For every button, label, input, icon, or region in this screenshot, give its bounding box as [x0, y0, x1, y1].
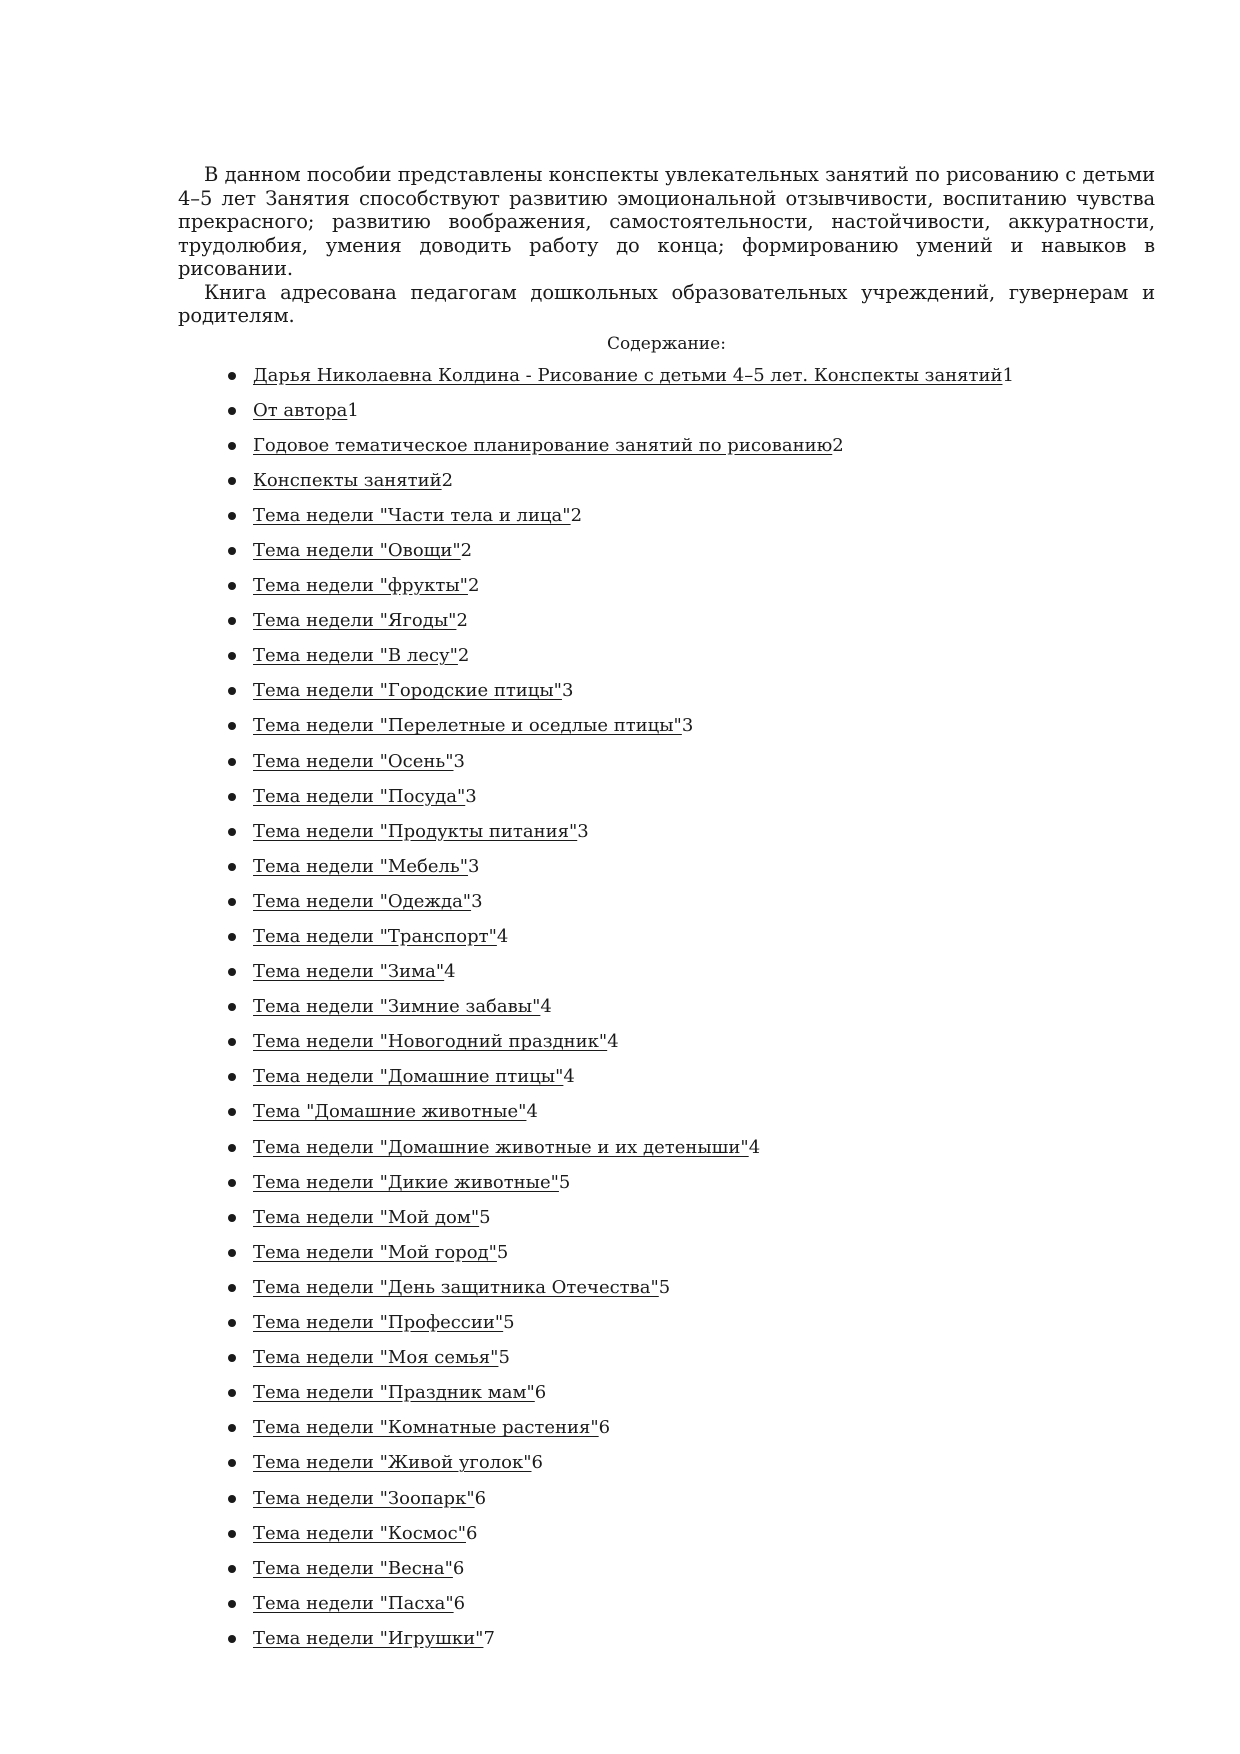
bullet-icon — [228, 1565, 236, 1573]
toc-link[interactable]: Тема недели "Дикие животные" — [253, 1171, 559, 1193]
toc-item — [226, 603, 1155, 638]
toc-item — [226, 568, 1155, 603]
toc-link[interactable]: Тема недели "День защитника Отечества" — [253, 1276, 659, 1298]
toc-page-number: 3 — [561, 680, 574, 702]
bullet-icon — [228, 1389, 236, 1397]
toc-link[interactable]: Тема "Домашние животные" — [253, 1101, 527, 1123]
toc-page-number: 2 — [460, 539, 473, 561]
toc-page-number: 6 — [453, 1592, 466, 1614]
bullet-icon — [228, 1179, 236, 1187]
toc-list — [178, 358, 1155, 1656]
intro-section — [178, 163, 1155, 328]
bullet-icon — [228, 617, 236, 625]
toc-link[interactable]: Тема недели "фрукты" — [253, 575, 468, 597]
toc-item — [226, 919, 1155, 954]
bullet-icon — [228, 477, 236, 485]
bullet-icon — [228, 1003, 236, 1011]
toc-page-number: 2 — [441, 469, 454, 491]
toc-link[interactable]: Тема недели "Мой город" — [253, 1241, 497, 1263]
toc-item — [226, 1516, 1155, 1551]
toc-page-number: 5 — [496, 1241, 509, 1263]
toc-item — [226, 814, 1155, 849]
toc-page-number: 2 — [456, 610, 468, 632]
toc-link[interactable]: Тема недели "Городские птицы" — [253, 680, 562, 702]
toc-item — [226, 1130, 1155, 1165]
toc-heading: Содержание: — [607, 333, 726, 354]
toc-link[interactable]: От автора — [253, 399, 348, 421]
toc-item — [226, 1586, 1155, 1621]
toc-page-number: 2 — [570, 504, 583, 526]
toc-page-number: 4 — [444, 961, 456, 983]
bullet-icon — [228, 1249, 236, 1257]
toc-page-number: 4 — [526, 1101, 538, 1123]
toc-item — [226, 744, 1155, 779]
toc-page-number: 6 — [598, 1417, 611, 1439]
bullet-icon — [228, 1459, 236, 1467]
bullet-icon — [228, 1495, 236, 1503]
toc-item — [226, 989, 1155, 1024]
toc-link[interactable]: Тема недели "Зоопарк" — [253, 1487, 475, 1509]
toc-item — [226, 1094, 1155, 1129]
bullet-icon — [228, 758, 236, 766]
toc-page-number: 4 — [748, 1136, 761, 1158]
toc-item — [226, 954, 1155, 989]
toc-link[interactable]: Тема недели "Мебель" — [253, 855, 469, 877]
toc-page-number: 2 — [457, 645, 470, 667]
toc-link[interactable]: Тема недели "Живой уголок" — [253, 1452, 532, 1474]
bullet-icon — [228, 828, 236, 836]
toc-link[interactable]: Тема недели "Моя семья" — [253, 1347, 499, 1369]
toc-page-number: 6 — [452, 1557, 465, 1579]
toc-link[interactable]: Дарья Николаевна Колдина - Рисование с детьми 4–5 лет. Конспекты занятий — [253, 364, 1003, 386]
toc-page-number: 7 — [483, 1627, 495, 1649]
bullet-icon — [228, 1038, 236, 1046]
toc-item — [226, 1270, 1155, 1305]
toc-link[interactable]: Тема недели "Игрушки" — [253, 1627, 484, 1649]
toc-link[interactable]: Тема недели "Ягоды" — [253, 610, 457, 632]
bullet-icon — [228, 898, 236, 906]
toc-page-number: 4 — [563, 1066, 575, 1088]
toc-page-number: 4 — [540, 996, 552, 1018]
bullet-icon — [228, 582, 236, 590]
toc-item — [226, 1445, 1155, 1480]
toc-page-number: 6 — [531, 1452, 543, 1474]
toc-item — [226, 638, 1155, 673]
bullet-icon — [228, 968, 236, 976]
toc-link[interactable]: Годовое тематическое планирование занятий по рисованию — [253, 434, 833, 456]
toc-page-number: 2 — [467, 575, 480, 597]
bullet-icon — [228, 863, 236, 871]
toc-link[interactable]: Тема недели "Продукты питания" — [253, 820, 578, 842]
bullet-icon — [228, 512, 236, 520]
bullet-icon — [228, 442, 236, 450]
bullet-icon — [228, 1144, 236, 1152]
toc-page-number: 3 — [471, 890, 483, 912]
toc-item — [226, 1305, 1155, 1340]
toc-page-number: 4 — [496, 926, 509, 947]
toc-page-number: 5 — [479, 1206, 491, 1228]
bullet-icon — [228, 687, 236, 695]
toc-page-number: 5 — [558, 1171, 571, 1193]
toc-link[interactable]: Тема недели "Транспорт" — [253, 926, 497, 947]
bullet-icon — [228, 793, 236, 801]
toc-item — [226, 428, 1155, 463]
toc-item — [226, 1375, 1155, 1410]
toc-item — [226, 884, 1155, 919]
toc-page-number: 6 — [474, 1487, 487, 1509]
bullet-icon — [228, 652, 236, 660]
toc-link[interactable]: Тема недели "Части тела и лица" — [253, 504, 571, 526]
toc-item — [226, 673, 1155, 708]
bullet-icon — [228, 1319, 236, 1327]
toc-link[interactable]: Тема недели "Осень" — [253, 750, 454, 772]
toc-link[interactable]: Тема недели "Праздник мам" — [253, 1382, 535, 1404]
bullet-icon — [228, 372, 236, 380]
bullet-icon — [228, 1108, 236, 1116]
toc-link[interactable]: Тема недели "Домашние птицы" — [253, 1066, 564, 1088]
toc-page-number: 3 — [468, 855, 480, 877]
toc-link[interactable]: Тема недели "Мой дом" — [253, 1206, 480, 1228]
toc-item — [226, 1200, 1155, 1235]
toc-item — [226, 1235, 1155, 1270]
toc-link[interactable]: Тема недели "Пасха" — [253, 1592, 454, 1614]
toc-link[interactable]: Тема недели "Домашние животные и их детеныши" — [253, 1136, 749, 1158]
bullet-icon — [228, 1284, 236, 1292]
toc-item — [226, 1165, 1155, 1200]
toc-link[interactable]: Тема недели "Профессии" — [253, 1312, 504, 1334]
toc-link[interactable]: Тема недели "Комнатные растения" — [253, 1417, 599, 1439]
toc-item — [226, 498, 1155, 533]
intro-paragraph-1: В данном пособии представлены конспекты увлекательных занятий по рисованию с детьми 4–5 лет Занятия способствуют развитию эмоциональной отзывчивости, воспитанию чувства прекрасного; развитию воображения, самостоятельности, настойчивости, аккуратности, трудолюбия, умения доводить работу до конца; формированию умений и навыков в рисовании. — [178, 163, 1155, 280]
toc-item — [226, 358, 1155, 393]
toc-page-number: 5 — [503, 1312, 515, 1334]
toc-item — [226, 779, 1155, 814]
toc-item — [226, 533, 1155, 568]
bullet-icon — [228, 1354, 236, 1362]
toc-link[interactable]: Тема недели "Зимние забавы" — [253, 996, 541, 1018]
toc-page-number: 1 — [347, 399, 359, 421]
toc-item — [226, 1621, 1155, 1656]
toc-item — [226, 1551, 1155, 1586]
toc-page-number: 2 — [832, 434, 844, 456]
toc-link[interactable]: Тема недели "Одежда" — [253, 890, 472, 912]
toc-item — [226, 1340, 1155, 1375]
toc-link[interactable]: Тема недели "Весна" — [253, 1557, 453, 1579]
toc-link[interactable]: Тема недели "Зима" — [253, 961, 445, 983]
bullet-icon — [228, 1214, 236, 1222]
toc-page-number: 1 — [1002, 364, 1014, 386]
bullet-icon — [228, 547, 236, 555]
toc-link[interactable]: Тема недели "Новогодний праздник" — [253, 1031, 608, 1053]
toc-page-number: 3 — [577, 820, 589, 842]
toc-page-number: 5 — [498, 1347, 510, 1369]
toc-link[interactable]: Тема недели "Перелетные и оседлые птицы" — [253, 715, 682, 737]
bullet-icon — [228, 1073, 236, 1081]
bullet-icon — [228, 933, 236, 941]
toc-page-number: 3 — [465, 785, 477, 807]
bullet-icon — [228, 1600, 236, 1608]
toc-link[interactable]: Тема недели "Посуда" — [253, 785, 466, 807]
toc-page-number: 5 — [658, 1276, 671, 1298]
bullet-icon — [228, 407, 236, 415]
bullet-icon — [228, 1530, 236, 1538]
toc-link[interactable]: Тема недели "Космос" — [253, 1522, 466, 1544]
toc-page-number: 6 — [534, 1382, 547, 1404]
toc-link[interactable]: Конспекты занятий — [253, 469, 442, 491]
toc-item — [226, 1410, 1155, 1445]
toc-page-number: 4 — [607, 1031, 619, 1053]
toc-item — [226, 1481, 1155, 1516]
bullet-icon — [228, 1635, 236, 1643]
toc-item — [226, 463, 1155, 498]
toc-page-number: 3 — [453, 750, 465, 772]
toc-page-number: 6 — [465, 1522, 478, 1544]
toc-item — [226, 708, 1155, 743]
toc-item — [226, 1059, 1155, 1094]
toc-item — [226, 849, 1155, 884]
toc-page-number: 3 — [681, 715, 694, 737]
toc-item — [226, 393, 1155, 428]
bullet-icon — [228, 722, 236, 730]
toc-link[interactable]: Тема недели "В лесу" — [253, 645, 458, 667]
toc-item — [226, 1024, 1155, 1059]
toc-link[interactable]: Тема недели "Овощи" — [253, 539, 461, 561]
document-page — [178, 163, 1155, 1656]
intro-paragraph-2: Книга адресована педагогам дошкольных образовательных учреждений, гувернерам и родителям. — [178, 280, 1155, 327]
bullet-icon — [228, 1424, 236, 1432]
